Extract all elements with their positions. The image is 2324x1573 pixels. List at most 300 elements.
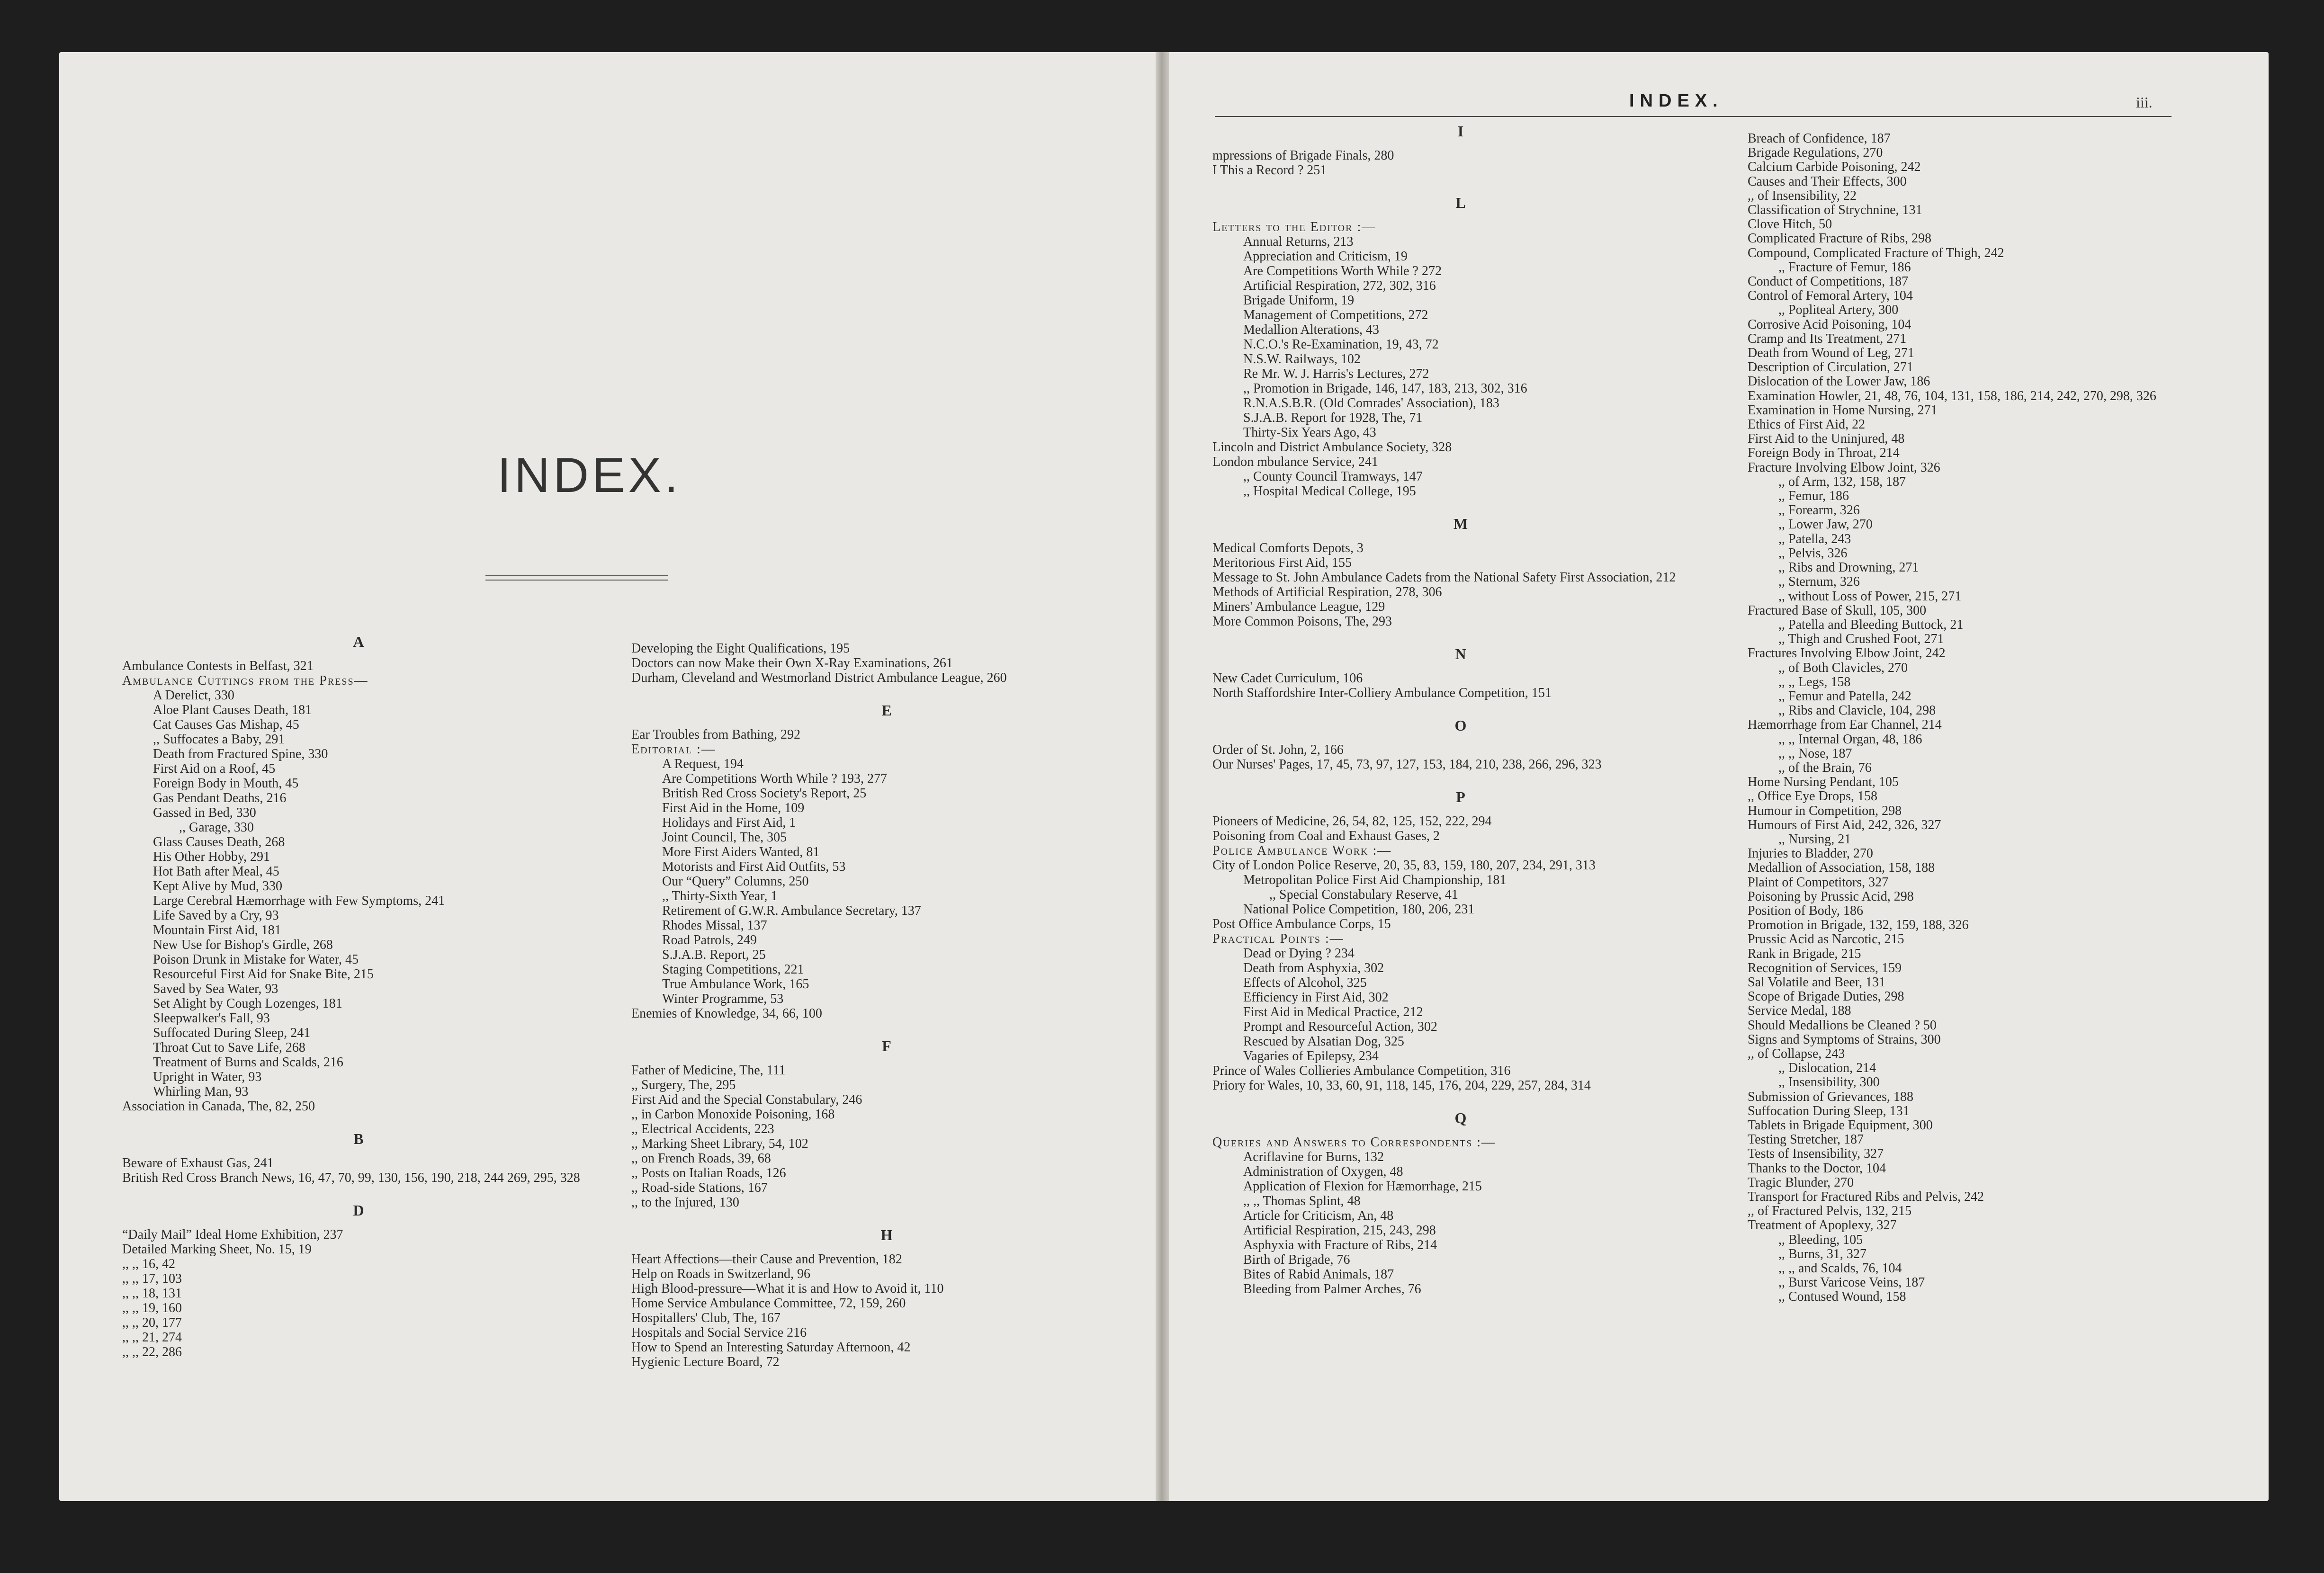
- header-rule: [1215, 116, 2171, 117]
- index-entry-text: R.N.A.S.B.R. (Old Comrades' Association), 183: [1243, 396, 1499, 411]
- index-entry: [1748, 932, 2245, 947]
- index-entry-text: ,, Pelvis, 326: [1778, 545, 1848, 561]
- index-entry: [1748, 217, 2245, 232]
- index-entry-text: ,, Marking Sheet Library, 54, 102: [631, 1136, 808, 1151]
- index-entry: [122, 732, 596, 747]
- index-entry: [631, 1166, 1143, 1180]
- index-entry: [631, 757, 1143, 771]
- index-entry-text: Letters to the Editor :—: [1212, 220, 1376, 234]
- index-entry: [1212, 1267, 1710, 1282]
- index-entry-text: Humours of First Aid, 242, 326, 327: [1748, 817, 1941, 832]
- index-entry-text: North Staffordshire Inter-Colliery Ambulance Competition, 151: [1212, 686, 1552, 700]
- section-letter-q: Q: [1454, 1109, 1468, 1126]
- index-entry: [631, 1180, 1143, 1195]
- index-entry: [122, 967, 596, 982]
- index-entry: [1748, 804, 2245, 818]
- index-entry: [1748, 532, 2245, 546]
- index-entry: [122, 1055, 596, 1070]
- index-entry: [1748, 675, 2245, 689]
- index-entry: [1748, 775, 2245, 789]
- index-entry: [122, 1257, 596, 1271]
- index-entry-text: ,, ,, Thomas Splint, 48: [1243, 1194, 1361, 1208]
- index-entry: [1748, 1133, 2245, 1147]
- index-entry-text: Motorists and First Aid Outfits, 53: [662, 859, 846, 874]
- index-entry: [122, 938, 596, 952]
- index-entry: [1212, 671, 1710, 686]
- index-entry: [1212, 411, 1710, 425]
- index-entry-text: Aloe Plant Causes Death, 181: [153, 703, 312, 717]
- index-entry-text: Effects of Alcohol, 325: [1243, 975, 1367, 990]
- index-entry-text: ,, Garage, 330: [179, 820, 254, 835]
- index-entry-text: ,, Special Constabulary Reserve, 41: [1269, 887, 1458, 902]
- index-entry: [1748, 332, 2245, 346]
- index-entry: [631, 903, 1143, 918]
- index-entry: [1748, 546, 2245, 561]
- index-entry: [631, 1078, 1143, 1092]
- index-entry: [631, 670, 1143, 685]
- index-entry-text: ,, Thigh and Crushed Foot, 271: [1778, 632, 1944, 647]
- entry-list: [631, 641, 1143, 685]
- index-entry-text: Poisoning from Coal and Exhaust Gases, 2: [1212, 829, 1440, 843]
- index-entry: [122, 1156, 596, 1171]
- index-entry-text: Thanks to the Doctor, 104: [1748, 1161, 1886, 1176]
- index-entry-text: National Police Competition, 180, 206, 231: [1243, 902, 1475, 917]
- index-entry-text: Birth of Brigade, 76: [1243, 1252, 1350, 1267]
- index-entry-text: Foreign Body in Throat, 214: [1748, 446, 1900, 461]
- index-entry-text: Detailed Marking Sheet, No. 15, 19: [122, 1242, 312, 1257]
- index-entry: [1748, 289, 2245, 303]
- index-entry-text: ,, Femur, 186: [1778, 489, 1849, 504]
- index-entry-text: Article for Criticism, An, 48: [1243, 1208, 1394, 1223]
- index-entry-text: Classification of Strychnine, 131: [1748, 203, 1922, 218]
- index-entry: [1212, 1194, 1710, 1208]
- index-entry-text: Durham, Cleveland and Westmorland District Ambulance League, 260: [631, 670, 1007, 685]
- index-entry: [122, 1227, 596, 1242]
- index-entry: [1748, 175, 2245, 189]
- index-entry: [122, 1271, 596, 1286]
- section-letter-l: L: [1455, 194, 1467, 211]
- index-entry-text: Throat Cut to Save Life, 268: [153, 1040, 305, 1055]
- index-entry-text: ,, Posts on Italian Roads, 126: [631, 1166, 786, 1180]
- index-entry: [1212, 1064, 1710, 1078]
- index-entry-text: Our Nurses' Pages, 17, 45, 73, 97, 127, 153, 184, 210, 238, 266, 296, 323: [1212, 757, 1602, 772]
- index-entry-text: ,, Thirty-Sixth Year, 1: [662, 889, 778, 903]
- index-entry: [631, 947, 1143, 962]
- index-entry: [631, 859, 1143, 874]
- index-entry-text: Management of Competitions, 272: [1243, 308, 1428, 322]
- index-entry: [1748, 1061, 2245, 1075]
- index-entry: [1212, 931, 1710, 946]
- index-entry-text: Set Alight by Cough Lozenges, 181: [153, 996, 342, 1011]
- index-entry-text: Ambulance Contests in Belfast, 321: [122, 659, 314, 673]
- entry-list: [1212, 541, 1710, 629]
- index-entry: [1748, 1019, 2245, 1033]
- index-column-2: [631, 641, 1143, 1369]
- index-entry: [1748, 904, 2245, 918]
- index-entry-text: Hot Bath after Meal, 45: [153, 864, 279, 879]
- index-entry: [122, 1040, 596, 1055]
- index-entry-text: ,, of Both Clavicles, 270: [1778, 660, 1908, 675]
- index-entry-text: Brigade Regulations, 270: [1748, 145, 1883, 161]
- index-entry: [1748, 733, 2245, 747]
- title-rule: [485, 575, 668, 576]
- index-entry: [631, 845, 1143, 859]
- index-entry: [1748, 918, 2245, 932]
- index-entry-text: Signs and Symptoms of Strains, 300: [1748, 1032, 1941, 1047]
- index-entry-text: Prompt and Resourceful Action, 302: [1243, 1019, 1437, 1034]
- index-entry: [122, 805, 596, 820]
- index-entry: [631, 815, 1143, 830]
- section-letter-h: H: [880, 1226, 894, 1243]
- index-entry-text: Brigade Uniform, 19: [1243, 293, 1355, 308]
- index-entry: [1748, 1204, 2245, 1218]
- index-entry: [1748, 518, 2245, 532]
- index-entry: [631, 801, 1143, 815]
- index-entry: [122, 1171, 596, 1185]
- index-entry: [122, 923, 596, 938]
- index-entry: [1212, 1252, 1710, 1267]
- index-entry: [1748, 947, 2245, 961]
- index-entry-text: Saved by Sea Water, 93: [153, 982, 278, 996]
- index-entry-text: Breach of Confidence, 187: [1748, 131, 1891, 146]
- index-entry-text: Calcium Carbide Poisoning, 242: [1748, 160, 1921, 175]
- index-entry: [1212, 264, 1710, 278]
- index-entry: [1748, 590, 2245, 604]
- index-entry-text: Causes and Their Effects, 300: [1748, 174, 1907, 189]
- index-entry: [1212, 1135, 1710, 1150]
- index-entry-text: Death from Wound of Leg, 271: [1748, 346, 1914, 361]
- index-entry: [122, 879, 596, 894]
- index-entry: [1212, 455, 1710, 469]
- index-entry-text: ,, Burst Varicose Veins, 187: [1778, 1275, 1925, 1290]
- index-entry: [122, 820, 596, 835]
- index-entry: [1212, 469, 1710, 484]
- index-entry: [1748, 789, 2245, 804]
- index-entry-text: Ambulance Cuttings from the Press—: [122, 673, 368, 688]
- index-entry-text: ,, of Fractured Pelvis, 132, 215: [1748, 1204, 1912, 1219]
- index-entry-text: ,, Bleeding, 105: [1778, 1232, 1863, 1247]
- index-entry-text: Administration of Oxygen, 48: [1243, 1164, 1403, 1179]
- index-entry-text: New Use for Bishop's Girdle, 268: [153, 938, 333, 952]
- index-entry-text: Conduct of Competitions, 187: [1748, 274, 1909, 289]
- index-entry: [1748, 704, 2245, 718]
- index-entry: [1748, 1233, 2245, 1247]
- index-entry-text: ,, Fracture of Femur, 186: [1778, 259, 1911, 275]
- index-entry-text: Examination Howler, 21, 48, 76, 104, 131, 158, 186, 214, 242, 270, 298, 326: [1748, 388, 2156, 403]
- index-entry-text: mpressions of Brigade Finals, 280: [1212, 148, 1394, 163]
- index-entry-text: ,, Sternum, 326: [1778, 574, 1860, 590]
- index-entry: [631, 874, 1143, 889]
- index-entry-text: ,, Road-side Stations, 167: [631, 1180, 768, 1195]
- index-entry: [631, 742, 1143, 757]
- index-entry-text: Lincoln and District Ambulance Society, 328: [1212, 440, 1452, 455]
- index-entry-text: Death from Fractured Spine, 330: [153, 747, 328, 761]
- index-entry: [1212, 814, 1710, 829]
- section-letter-o: O: [1454, 717, 1468, 734]
- index-entry-text: N.C.O.'s Re-Examination, 19, 43, 72: [1243, 337, 1439, 352]
- book-gutter: [1156, 52, 1169, 1501]
- index-entry: [631, 1296, 1143, 1311]
- index-entry: [1212, 757, 1710, 772]
- entry-list: [1212, 742, 1710, 772]
- index-entry-text: Police Ambulance Work :—: [1212, 843, 1392, 858]
- index-entry-text: Hygienic Lecture Board, 72: [631, 1355, 780, 1369]
- index-entry-text: Thirty-Six Years Ago, 43: [1243, 425, 1376, 440]
- index-entry: [1212, 1164, 1710, 1179]
- index-entry: [1212, 843, 1710, 858]
- index-entry: [1748, 689, 2245, 704]
- index-entry-text: Cramp and Its Treatment, 271: [1748, 331, 1907, 346]
- index-entry-text: ,, ,, 22, 286: [122, 1345, 182, 1359]
- entry-list: [631, 1252, 1143, 1369]
- index-entry-text: Acriflavine for Burns, 132: [1243, 1150, 1384, 1164]
- entry-list: [631, 727, 1143, 1021]
- index-entry-text: Examination in Home Nursing, 271: [1748, 402, 1938, 418]
- index-entry-text: His Other Hobby, 291: [153, 849, 270, 864]
- index-entry: [1212, 570, 1710, 585]
- index-entry-text: Rescued by Alsatian Dog, 325: [1243, 1034, 1404, 1049]
- section-letter-i: I: [1457, 123, 1465, 140]
- index-column-3: [1212, 124, 1710, 1296]
- index-entry: [631, 1107, 1143, 1122]
- index-entry-text: Upright in Water, 93: [153, 1070, 262, 1084]
- index-entry-text: ,, in Carbon Monoxide Poisoning, 168: [631, 1107, 835, 1122]
- index-entry: [1212, 1034, 1710, 1049]
- index-entry-text: Medical Comforts Depots, 3: [1212, 541, 1364, 555]
- index-entry-text: Appreciation and Criticism, 19: [1243, 249, 1408, 264]
- index-entry: [1748, 747, 2245, 761]
- index-entry: [1212, 541, 1710, 555]
- index-entry: [631, 1325, 1143, 1340]
- index-entry: [122, 703, 596, 717]
- index-entry-text: Asphyxia with Fracture of Ribs, 214: [1243, 1238, 1437, 1252]
- index-entry-text: ,, Patella, 243: [1778, 531, 1851, 546]
- index-entry: [1748, 303, 2245, 317]
- index-entry: [1212, 1208, 1710, 1223]
- index-entry-text: Are Competitions Worth While ? 272: [1243, 264, 1442, 278]
- index-title: INDEX.: [497, 448, 682, 503]
- index-entry-text: ,, of Insensibility, 22: [1748, 188, 1857, 203]
- index-entry-text: Transport for Fractured Ribs and Pelvis, 242: [1748, 1189, 1984, 1205]
- index-entry-text: Rhodes Missal, 137: [662, 918, 767, 933]
- index-entry-text: Rank in Brigade, 215: [1748, 946, 1861, 961]
- index-entry-text: Humour in Competition, 298: [1748, 803, 1902, 818]
- index-entry-text: Treatment of Burns and Scalds, 216: [153, 1055, 343, 1070]
- index-entry-text: Corrosive Acid Poisoning, 104: [1748, 317, 1911, 332]
- index-entry: [1748, 575, 2245, 589]
- index-entry-text: First Aid to the Uninjured, 48: [1748, 431, 1905, 447]
- index-entry: [122, 1084, 596, 1099]
- index-entry-text: ,, Ribs and Drowning, 271: [1778, 560, 1919, 575]
- index-entry: [1748, 604, 2245, 618]
- index-entry: [1748, 503, 2245, 518]
- index-entry: [122, 1011, 596, 1026]
- index-entry-text: Father of Medicine, The, 111: [631, 1063, 786, 1078]
- entry-list: [631, 1063, 1143, 1210]
- index-entry-text: Our “Query” Columns, 250: [662, 874, 809, 889]
- index-entry-text: London mbulance Service, 241: [1212, 455, 1378, 469]
- index-entry: [1748, 446, 2245, 460]
- index-entry-text: Compound, Complicated Fracture of Thigh, 242: [1748, 245, 2004, 260]
- index-entry: [631, 1311, 1143, 1325]
- index-entry: [1748, 1118, 2245, 1133]
- index-entry-text: Prussic Acid as Narcotic, 215: [1748, 932, 1904, 947]
- index-entry: [122, 864, 596, 879]
- index-entry: [1212, 599, 1710, 614]
- section-letter-p: P: [1456, 788, 1466, 805]
- index-entry: [1748, 403, 2245, 418]
- index-entry: [631, 962, 1143, 977]
- index-entry-text: Clove Hitch, 50: [1748, 217, 1832, 232]
- index-entry: [1748, 618, 2245, 632]
- index-entry-text: Poisoning by Prussic Acid, 298: [1748, 889, 1914, 904]
- index-entry-text: A Derelict, 330: [153, 688, 234, 703]
- index-entry: [1748, 1075, 2245, 1090]
- index-entry-text: Miners' Ambulance League, 129: [1212, 599, 1385, 614]
- index-entry: [1748, 160, 2245, 174]
- index-entry: [1212, 887, 1710, 902]
- index-entry-text: Should Medallions be Cleaned ? 50: [1748, 1018, 1937, 1033]
- index-entry: [1748, 146, 2245, 160]
- index-entry-text: ,, Insensibility, 300: [1778, 1075, 1880, 1090]
- index-entry-text: S.J.A.B. Report, 25: [662, 947, 766, 962]
- index-entry-text: British Red Cross Branch News, 16, 47, 70, 99, 130, 156, 190, 218, 244 269, 295, 328: [122, 1171, 580, 1185]
- index-entry: [122, 835, 596, 849]
- index-entry: [631, 1340, 1143, 1355]
- index-entry-text: Mountain First Aid, 181: [153, 923, 281, 938]
- index-entry-text: ,, ,, 21, 274: [122, 1330, 182, 1345]
- index-entry-text: Are Competitions Worth While ? 193, 277: [662, 771, 887, 786]
- index-entry: [122, 982, 596, 996]
- index-entry: [1212, 1179, 1710, 1194]
- index-entry: [122, 1242, 596, 1257]
- section-letter-f: F: [882, 1037, 892, 1055]
- index-entry-text: ,, Burns, 31, 327: [1778, 1246, 1866, 1261]
- index-entry-text: Post Office Ambulance Corps, 15: [1212, 917, 1391, 931]
- title-rule: [485, 580, 668, 581]
- index-entry: [122, 688, 596, 703]
- index-entry-text: True Ambulance Work, 165: [662, 977, 809, 992]
- index-entry: [1748, 718, 2245, 732]
- index-entry: [1748, 818, 2245, 832]
- index-entry: [1212, 1078, 1710, 1093]
- index-entry: [631, 1355, 1143, 1369]
- index-entry: [122, 776, 596, 791]
- index-entry-text: Joint Council, The, 305: [662, 830, 787, 845]
- index-entry: [631, 830, 1143, 845]
- index-entry-text: ,, Ribs and Clavicle, 104, 298: [1778, 703, 1936, 718]
- index-entry: [122, 894, 596, 908]
- entry-list: [122, 1156, 596, 1185]
- index-entry: [1748, 1162, 2245, 1176]
- entry-list: [122, 1227, 596, 1359]
- index-entry: [1748, 346, 2245, 360]
- index-entry-text: First Aid and the Special Constabulary, 246: [631, 1092, 862, 1107]
- index-entry-text: ,, without Loss of Power, 215, 271: [1778, 589, 1962, 604]
- index-entry: [1212, 829, 1710, 843]
- index-entry: [1212, 614, 1710, 629]
- index-entry-text: Hospitals and Social Service 216: [631, 1325, 807, 1340]
- index-entry: [1748, 1004, 2245, 1018]
- index-entry-text: Tablets in Brigade Equipment, 300: [1748, 1118, 1933, 1133]
- index-entry-text: Home Service Ambulance Committee, 72, 159, 260: [631, 1296, 906, 1311]
- entry-list: [1748, 132, 2245, 1305]
- index-entry-text: ,, on French Roads, 39, 68: [631, 1151, 771, 1166]
- index-entry-text: Suffocation During Sleep, 131: [1748, 1103, 1910, 1118]
- index-entry-text: Foreign Body in Mouth, 45: [153, 776, 299, 791]
- index-entry-text: A Request, 194: [662, 757, 744, 771]
- index-entry-text: ,, Hospital Medical College, 195: [1243, 484, 1416, 499]
- index-entry-text: Gas Pendant Deaths, 216: [153, 791, 287, 805]
- index-entry-text: Vagaries of Epilepsy, 234: [1243, 1049, 1379, 1064]
- index-entry-text: ,, County Council Tramways, 147: [1243, 469, 1423, 484]
- index-entry: [1748, 389, 2245, 403]
- index-entry: [631, 1281, 1143, 1296]
- index-entry: [1212, 220, 1710, 234]
- index-entry: [122, 659, 596, 673]
- index-entry: [1212, 1019, 1710, 1034]
- index-entry: [1212, 352, 1710, 366]
- index-entry-text: Poison Drunk in Mistake for Water, 45: [153, 952, 359, 967]
- index-entry: [1212, 322, 1710, 337]
- entry-list: [122, 659, 596, 1114]
- index-entry: [631, 786, 1143, 801]
- index-entry-text: Bites of Rabid Animals, 187: [1243, 1267, 1394, 1282]
- index-entry-text: Pioneers of Medicine, 26, 54, 82, 125, 152, 222, 294: [1212, 814, 1492, 829]
- index-entry: [631, 933, 1143, 947]
- index-entry-text: Help on Roads in Switzerland, 96: [631, 1267, 810, 1281]
- index-entry-text: Artificial Respiration, 215, 243, 298: [1243, 1223, 1436, 1238]
- index-entry: [631, 727, 1143, 742]
- index-entry: [631, 1267, 1143, 1281]
- index-entry-text: Life Saved by a Cry, 93: [153, 908, 279, 923]
- index-entry-text: Treatment of Apoplexy, 327: [1748, 1218, 1897, 1233]
- index-entry: [1748, 1104, 2245, 1118]
- index-entry-text: ,, Suffocates a Baby, 291: [153, 732, 285, 747]
- index-entry-text: Annual Returns, 213: [1243, 234, 1354, 249]
- index-entry-text: N.S.W. Railways, 102: [1243, 352, 1361, 366]
- index-entry-text: Gassed in Bed, 330: [153, 805, 256, 820]
- index-entry: [122, 1286, 596, 1301]
- index-entry: [1748, 1218, 2245, 1233]
- index-entry: [631, 977, 1143, 992]
- index-entry-text: ,, Surgery, The, 295: [631, 1078, 736, 1092]
- index-entry: [1748, 189, 2245, 203]
- index-entry-text: Methods of Artificial Respiration, 278, 306: [1212, 585, 1442, 599]
- index-entry: [1212, 440, 1710, 455]
- index-entry: [631, 656, 1143, 670]
- index-column-1: [122, 635, 596, 1359]
- index-entry: [1748, 876, 2245, 890]
- index-entry: [1748, 360, 2245, 375]
- entry-list: [1212, 671, 1710, 700]
- index-entry-text: Death from Asphyxia, 302: [1243, 961, 1384, 975]
- index-entry: [122, 1315, 596, 1330]
- index-entry: [1748, 890, 2245, 904]
- index-entry: [631, 771, 1143, 786]
- index-entry-text: First Aid in Medical Practice, 212: [1243, 1005, 1423, 1019]
- index-entry: [1212, 1049, 1710, 1064]
- index-entry-text: ,, to the Injured, 130: [631, 1195, 739, 1210]
- index-entry: [631, 992, 1143, 1006]
- index-entry-text: Complicated Fracture of Ribs, 298: [1748, 231, 1932, 246]
- index-entry-text: Sleepwalker's Fall, 93: [153, 1011, 270, 1026]
- index-entry: [1212, 484, 1710, 499]
- entry-list: [1212, 1135, 1710, 1296]
- index-entry: [1212, 686, 1710, 700]
- index-entry-text: More Common Poisons, The, 293: [1212, 614, 1392, 629]
- index-entry-text: Kept Alive by Mud, 330: [153, 879, 282, 894]
